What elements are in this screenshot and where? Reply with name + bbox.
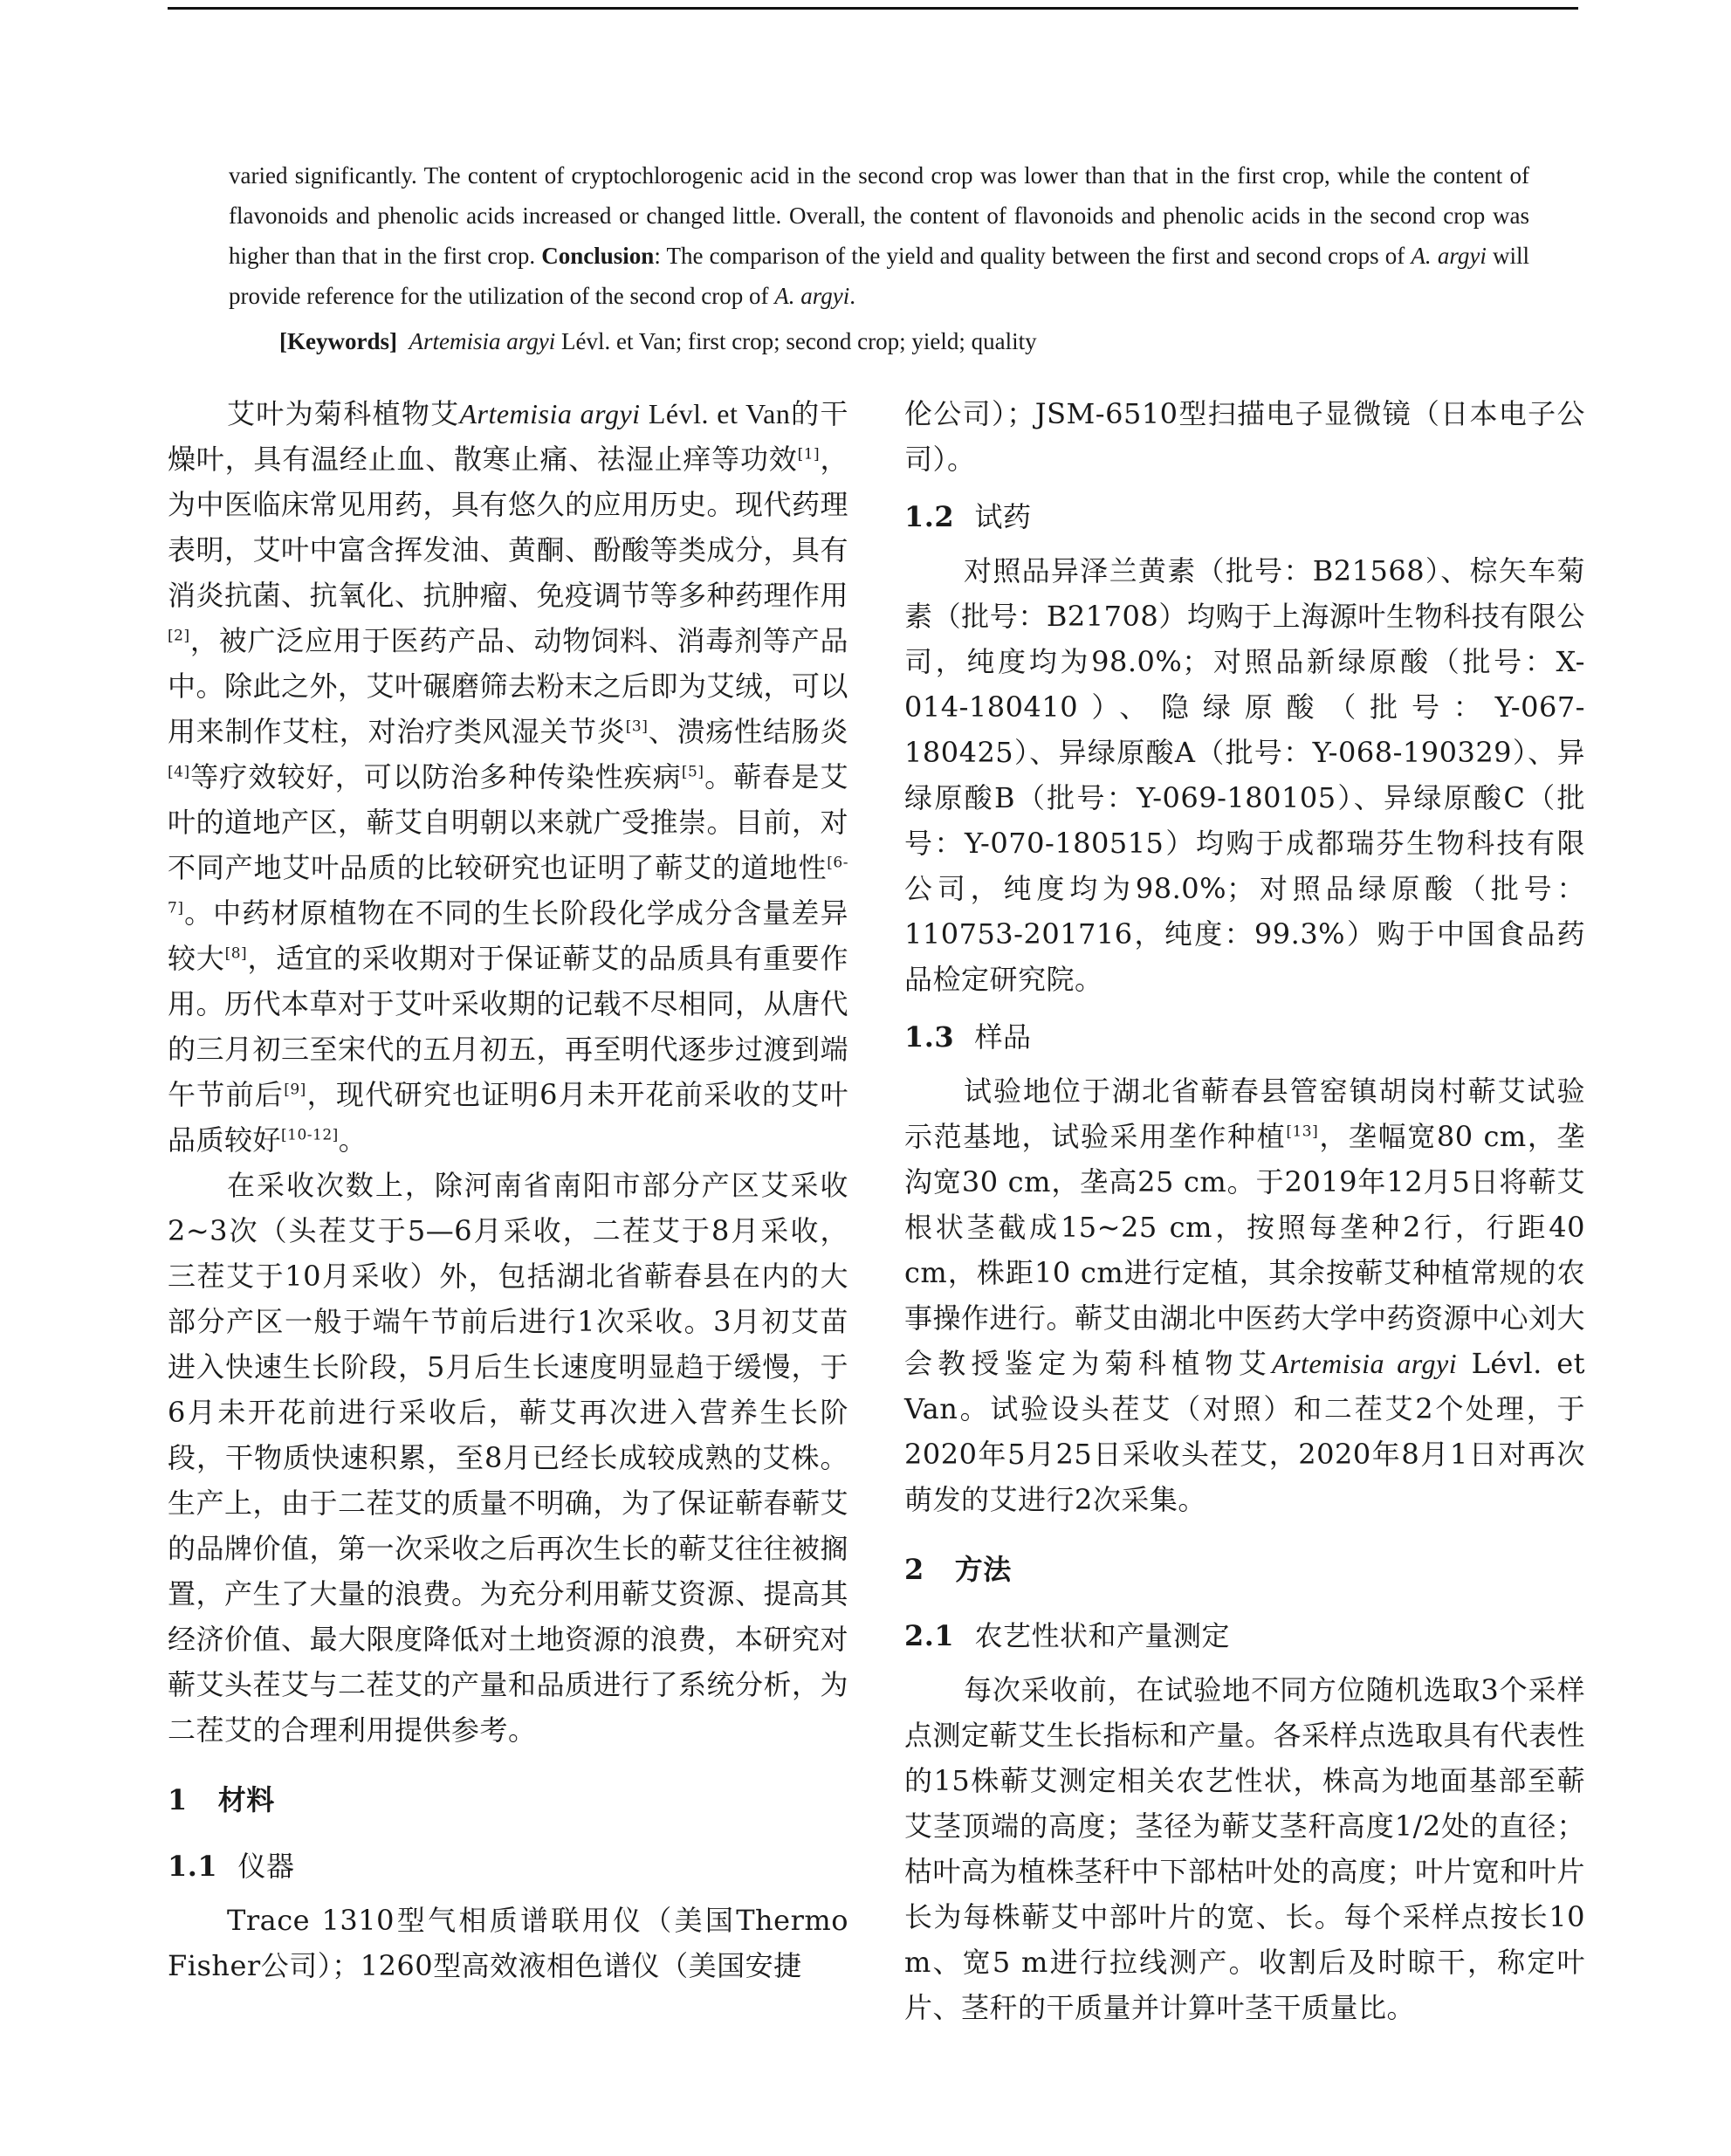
instruments-paragraph: Trace 1310型气相质谱联用仪（美国Thermo Fisher公司）；1260型高效液相色谱仪（美国安捷 [168,1904,848,1982]
samples-paragraph: 试验地位于湖北省蕲春县管窑镇胡岗村蕲艾试验示范基地，试验采用垄作种植[13]，垄幅宽80 cm，垄沟宽30 cm，垄高25 cm。于2019年12月5日将蕲艾根状茎截成15~25 cm，按照每垄种2行，行距40 cm，株距10 cm进行定植，其余按蕲艾种植常规的农事操作进行。蕲艾由湖北中医药大学中药资源中心刘大会教授鉴定为菊科植物艾Artemisia argyi Lévl. et Van。试验设头茬艾（对照）和二茬艾2个处理，于2020年5月25日采收头茬艾，2020年8月1日对再次萌发的艾进行2次采集。 [904,1075,1586,1516]
methods-paragraph: 每次采收前，在试验地不同方位随机选取3个采样点测定蕲艾生长指标和产量。各采样点选取具有代表性的15株蕲艾测定相关农艺性状，株高为地面基部至蕲艾茎顶端的高度；茎径为蕲艾茎秆高度1/2处的直径；枯叶高为植株茎秆中下部枯叶处的高度；叶片宽和叶片长为每株蕲艾中部叶片的宽、长。每个采样点按长10 m、宽5 m进行拉线测产。收割后及时晾干，称定叶片、茎秆的干质量并计算叶茎干质量比。 [904,1673,1586,2024]
instruments-paragraph-cont: 伦公司）；JSM-6510型扫描电子显微镜（日本电子公司）。 [904,397,1585,476]
intro-paragraph-1: 艾叶为菊科植物艾Artemisia argyi Lévl. et Van的干燥叶，具有温经止血、散寒止痛、祛湿止痒等功效[1]，为中医临床常见用药，具有悠久的应用历史。现代药理表明，艾叶中富含挥发油、黄酮、酚酸等类成分，具有消炎抗菌、抗氧化、抗肿瘤、免疫调节等多种药理作用[2]，被广泛应用于医药产品、动物饲料、消毒剂等产品中。除此之外，艾叶碾磨筛去粉末之后即为艾绒，可以用来制作艾柱，对治疗类风湿关节炎[3]、溃疡性结肠炎[4]等疗效较好，可以防治多种传染性疾病[5]。蕲春是艾叶的道地产区，蕲艾自明朝以来就广受推崇。目前，对不同产地艾叶品质的比较研究也证明了蕲艾的道地性[6-7]。中药材原植物在不同的生长阶段化学成分含量差异较大[8]，适宜的采收期对于保证蕲艾的品质具有重要作用。历代本草对于艾叶采收期的记载不尽相同，从唐代的三月初三至宋代的五月初五，再至明代逐步过渡到端午节前后[9]，现代研究也证明6月未开花前采收的艾叶品质较好[10-12]。 [168,397,849,1157]
conclusion-label: Conclusion [541,243,655,269]
section-heading-2: 2 方法 [904,1553,1012,1586]
english-abstract [229,155,1529,361]
subsection-heading-1-2: 1.2 试药 [904,500,1032,533]
right-column [904,391,1585,2030]
subsection-heading-1-1: 1.1 仪器 [168,1850,295,1883]
header-rule [168,7,1578,10]
intro-paragraph-2: 在采收次数上，除河南省南阳市部分产区艾采收2~3次（头茬艾于5—6月采收，二茬艾于8月采收，三茬艾于10月采收）外，包括湖北省蕲春县在内的大部分产区一般于端午节前后进行1次采收。3月初艾苗进入快速生长阶段，5月后生长速度明显趋于缓慢，于6月未开花前进行采收后，蕲艾再次进入营养生长阶段，干物质快速积累，至8月已经长成较成熟的艾株。生产上，由于二茬艾的质量不明确，为了保证蕲春蕲艾的品牌价值，第一次采收之后再次生长的蕲艾往往被搁置，产生了大量的浪费。为充分利用蕲艾资源、提高其经济价值、最大限度降低对土地资源的浪费，本研究对蕲艾头茬艾与二茬艾的产量和品质进行了系统分析，为二茬艾的合理利用提供参考。 [168,1169,849,1747]
subsection-heading-2-1: 2.1 农艺性状和产量测定 [904,1619,1230,1652]
abstract-text: varied significantly. The content of cryptochlorogenic acid in the second crop was lower than that in the first crop, while the content of flavonoids and phenolic acids increased or changed little. Overall, the content of flavonoids and phenolic acids in the second crop was higher than that in the first crop. Conclusion: The comparison of the yield and quality between the first and second crops of A. argyi will provide reference for the utilization of the second crop of A. argyi. [229,162,1530,309]
keywords-label: [Keywords] [279,328,397,354]
left-column [168,391,848,1988]
subsection-heading-1-3: 1.3 样品 [904,1020,1032,1054]
reagents-paragraph: 对照品异泽兰黄素（批号：B21568）、棕矢车菊素（批号：B21708）均购于上海源叶生物科技有限公司，纯度均为98.0%；对照品新绿原酸（批号：X-014-180410）、隐绿原酸（批号：Y-067-180425）、异绿原酸A（批号：Y-068-190329）、异绿原酸B（批号：Y-069-180105）、异绿原酸C（批号：Y-070-180515）均购于成都瑞芬生物科技有限公司，纯度均为98.0%；对照品绿原酸（批号：110753-201716，纯度：99.3%）购于中国食品药品检定研究院。 [904,554,1585,996]
section-heading-1: 1 材料 [168,1783,275,1816]
keywords: [Keywords] Artemisia argyi Lévl. et Van; first crop; second crop; yield; quality [279,328,1037,354]
